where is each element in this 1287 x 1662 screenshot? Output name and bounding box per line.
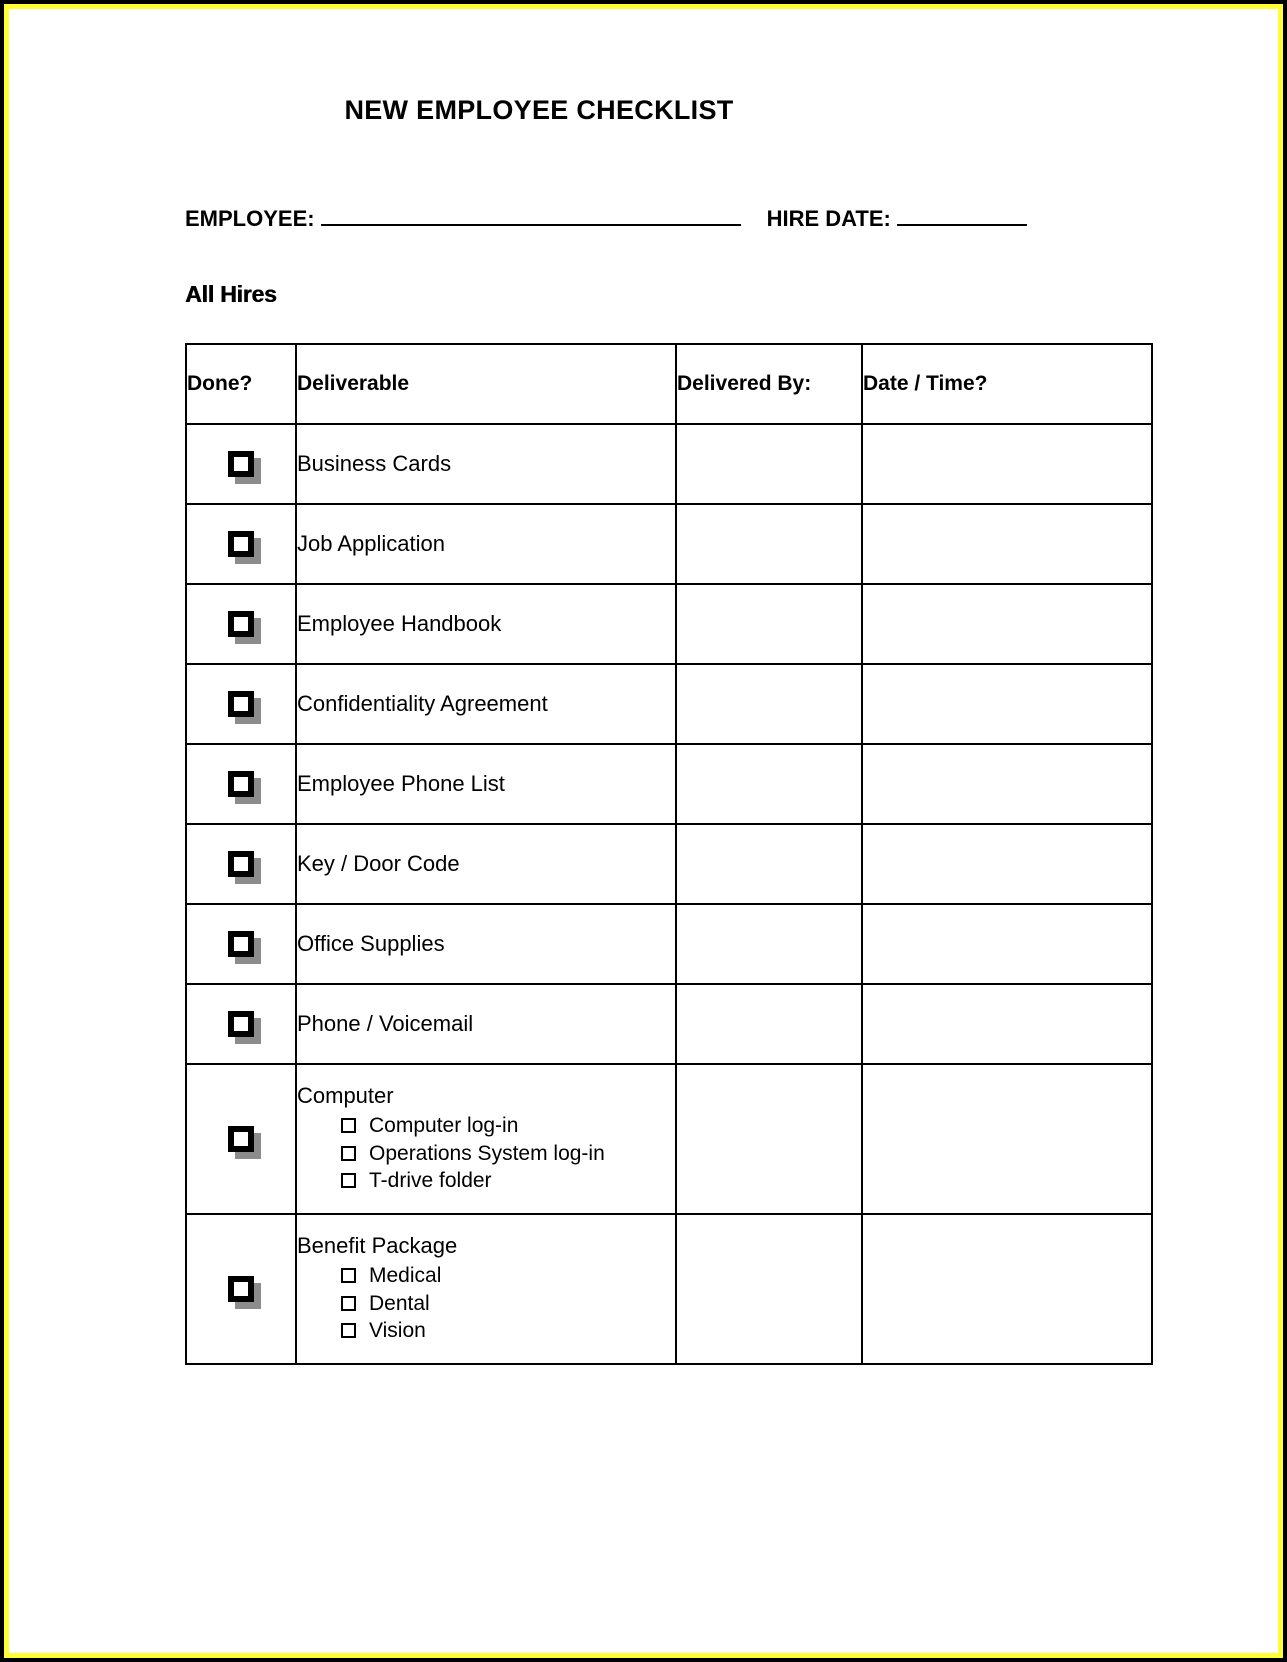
sub-checkbox-icon[interactable] [341,1323,356,1338]
sub-item [341,1167,675,1195]
checkbox-icon[interactable] [228,851,254,877]
sub-checkbox-icon[interactable] [341,1268,356,1283]
cell-date-time[interactable] [862,584,1152,664]
deliverable-label: Phone / Voicemail [297,1011,474,1037]
table-body [186,424,1152,1364]
hire-date-input[interactable] [897,203,1027,226]
column-header-done: Done? [186,344,296,424]
sub-item-label: Vision [369,1319,426,1343]
cell-deliverable [296,1064,676,1214]
checkbox-icon[interactable] [228,1126,254,1152]
cell-delivered-by[interactable] [676,424,862,504]
cell-deliverable [296,504,676,584]
checkbox-icon[interactable] [228,691,254,717]
cell-deliverable [296,584,676,664]
sub-item-label: Medical [369,1263,442,1287]
cell-date-time[interactable] [862,904,1152,984]
table-row [186,584,1152,664]
deliverable-label: Job Application [297,531,445,557]
sub-checkbox-icon[interactable] [341,1146,356,1161]
table-row [186,1064,1152,1214]
table-row [186,984,1152,1064]
deliverable-label: Office Supplies [297,931,445,957]
table-header [186,344,1152,424]
cell-date-time[interactable] [862,744,1152,824]
checkbox-icon[interactable] [228,1276,254,1302]
cell-done[interactable] [186,1214,296,1364]
cell-done[interactable] [186,904,296,984]
checklist-table [185,343,1153,1365]
page-title: NEW EMPLOYEE CHECKLIST [344,95,734,125]
checkbox-icon[interactable] [228,931,254,957]
checkbox-icon[interactable] [228,531,254,557]
cell-done[interactable] [186,504,296,584]
cell-date-time[interactable] [862,664,1152,744]
table-row [186,664,1152,744]
checkbox-icon[interactable] [228,611,254,637]
cell-delivered-by[interactable] [676,744,862,824]
table-row [186,904,1152,984]
table-row [186,744,1152,824]
cell-done[interactable] [186,424,296,504]
cell-date-time[interactable] [862,824,1152,904]
sub-item [341,1290,675,1318]
column-header-delivered-by: Delivered By: [676,344,862,424]
cell-date-time[interactable] [862,1214,1152,1364]
table-row [186,824,1152,904]
cell-date-time[interactable] [862,1064,1152,1214]
cell-date-time[interactable] [862,424,1152,504]
cell-done[interactable] [186,584,296,664]
cell-done[interactable] [186,664,296,744]
cell-deliverable [296,1214,676,1364]
sub-item [341,1317,675,1345]
page-frame [4,4,1283,1658]
cell-deliverable [296,424,676,504]
checkbox-icon[interactable] [228,1011,254,1037]
column-header-deliverable: Deliverable [296,344,676,424]
sub-item [341,1140,675,1168]
checkbox-icon[interactable] [228,451,254,477]
table-row [186,504,1152,584]
cell-delivered-by[interactable] [676,504,862,584]
cell-delivered-by[interactable] [676,664,862,744]
document-page [9,9,1278,1653]
deliverable-label: Computer [297,1082,394,1108]
cell-deliverable [296,664,676,744]
cell-delivered-by[interactable] [676,824,862,904]
hire-date-label: HIRE DATE: [766,206,891,231]
sub-item [341,1262,675,1290]
checkbox-icon[interactable] [228,771,254,797]
sub-item-list [297,1262,675,1346]
cell-deliverable [296,744,676,824]
table-row [186,424,1152,504]
sub-checkbox-icon[interactable] [341,1118,356,1133]
sub-item-label: Operations System log-in [369,1141,605,1165]
deliverable-label: Employee Handbook [297,611,502,637]
deliverable-label: Business Cards [297,451,452,477]
employee-label: EMPLOYEE: [185,206,315,231]
sub-item-label: Dental [369,1291,430,1315]
deliverable-label: Key / Door Code [297,851,460,877]
deliverable-label: Employee Phone List [297,771,505,797]
cell-date-time[interactable] [862,504,1152,584]
deliverable-label: Benefit Package [297,1232,458,1258]
sub-item-list [297,1112,675,1196]
section-heading-all-hires: All Hires [185,281,277,307]
sub-item-label: Computer log-in [369,1113,519,1137]
cell-deliverable [296,824,676,904]
cell-done[interactable] [186,744,296,824]
table-row [186,1214,1152,1364]
cell-delivered-by[interactable] [676,1214,862,1364]
cell-done[interactable] [186,824,296,904]
table-header-row [186,344,1152,424]
cell-delivered-by[interactable] [676,984,862,1064]
cell-delivered-by[interactable] [676,584,862,664]
cell-deliverable [296,984,676,1064]
sub-item-label: T-drive folder [369,1169,492,1193]
employee-info-row [185,203,1085,237]
sub-checkbox-icon[interactable] [341,1296,356,1311]
deliverable-label: Confidentiality Agreement [297,691,548,717]
column-header-date-time: Date / Time? [862,344,1152,424]
cell-done[interactable] [186,984,296,1064]
sub-checkbox-icon[interactable] [341,1173,356,1188]
employee-input[interactable] [321,203,741,226]
sub-item [341,1112,675,1140]
cell-delivered-by[interactable] [676,904,862,984]
cell-deliverable [296,904,676,984]
cell-delivered-by[interactable] [676,1064,862,1214]
cell-done[interactable] [186,1064,296,1214]
cell-date-time[interactable] [862,984,1152,1064]
